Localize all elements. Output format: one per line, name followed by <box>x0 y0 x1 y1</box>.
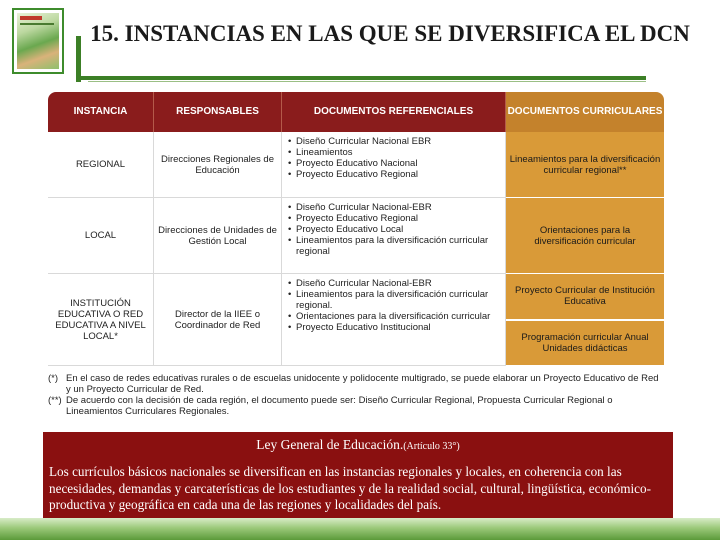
book-cover-thumbnail <box>12 8 64 74</box>
row-institucion-instancia: INSTITUCIÓN EDUCATIVA O RED EDUCATIVA A NIVEL LOCAL* <box>48 274 154 366</box>
header-responsables: RESPONSABLES <box>154 92 282 132</box>
law-text: Los currículos básicos nacionales se diversifican en las instancias regionales y locales, en coherencia con las necesidades, demandas y carcaterísticas de los estudiantes y de la realidad social, cultural, lingüística, económico-productiva y geográfica en cada una de las regiones y localidades del país. <box>49 464 652 512</box>
list-item: • Diseño Curricular Nacional-EBR <box>288 202 499 213</box>
footnotes <box>48 373 664 417</box>
list-item: • Proyecto Educativo Local <box>288 224 499 235</box>
footnote <box>48 395 664 417</box>
list-item: • Orientaciones para la diversificación curricular <box>288 311 499 322</box>
list-item: • Diseño Curricular Nacional EBR <box>288 136 431 147</box>
list-item: • Diseño Curricular Nacional-EBR <box>288 278 499 289</box>
law-name: Ley General de Educación. <box>256 437 404 452</box>
list-item: • Proyecto Educativo Nacional <box>288 158 431 169</box>
instancias-table <box>48 92 664 366</box>
header-documentos-curriculares: DOCUMENTOS CURRICULARES <box>506 92 664 132</box>
row-regional-responsables: Direcciones Regionales de Educación <box>154 132 282 198</box>
footnote-mark: (**) <box>48 395 62 406</box>
law-title <box>49 437 667 455</box>
row-regional-instancia: REGIONAL <box>48 132 154 198</box>
row-institucion-referenciales <box>282 274 506 366</box>
list-item: • Proyecto Educativo Regional <box>288 213 499 224</box>
row-local-instancia: LOCAL <box>48 198 154 274</box>
row-regional-referenciales <box>282 132 506 198</box>
list-item: • Lineamientos para la diversificación curricular regional <box>288 235 499 257</box>
row-local-curriculares: Orientaciones para la diversificación curricular <box>506 198 664 274</box>
footnote <box>48 373 664 395</box>
list-item: • Lineamientos para la diversificación curricular regional. <box>288 289 499 311</box>
curricular-proyecto: Proyecto Curricular de Institución Educativa <box>506 274 664 321</box>
footnote-text: De acuerdo con la decisión de cada región, el documento puede ser: Diseño Curricular Regional, Propuesta Curricular Regional o Lineamientos Curriculares Regionales. <box>66 395 613 417</box>
list-item: • Lineamientos <box>288 147 431 158</box>
list-item: • Proyecto Educativo Institucional <box>288 322 499 333</box>
row-local-responsables: Direcciones de Unidades de Gestión Local <box>154 198 282 274</box>
book-cover-image <box>17 13 59 69</box>
row-institucion-responsables: Director de la IIEE o Coordinador de Red <box>154 274 282 366</box>
row-regional-curriculares: Lineamientos para la diversificación curricular regional** <box>506 132 664 198</box>
curricular-programacion: Programación curricular Anual Unidades didácticas <box>521 331 649 354</box>
title-underline-thin <box>88 81 646 82</box>
row-local-referenciales <box>282 198 506 274</box>
header-instancia: INSTANCIA <box>48 92 154 132</box>
footnote-mark: (*) <box>48 373 59 384</box>
title-underline <box>76 76 646 80</box>
list-item: • Proyecto Educativo Regional <box>288 169 431 180</box>
slide-bottom-bar <box>0 518 720 540</box>
header-documentos-referenciales: DOCUMENTOS REFERENCIALES <box>282 92 506 132</box>
slide-title: 15. INSTANCIAS EN LAS QUE SE DIVERSIFICA EL DCN <box>90 21 690 46</box>
law-quote-box <box>43 432 673 518</box>
footnote-text: En el caso de redes educativas rurales o de escuelas unidocente y polidocente multigrado, se puede elaborar un Proyecto Educativo de Red y un Proyecto Curricular de Red. <box>66 373 659 395</box>
law-article: (Artículo 33°) <box>403 441 460 452</box>
row-institucion-curriculares <box>506 274 664 366</box>
